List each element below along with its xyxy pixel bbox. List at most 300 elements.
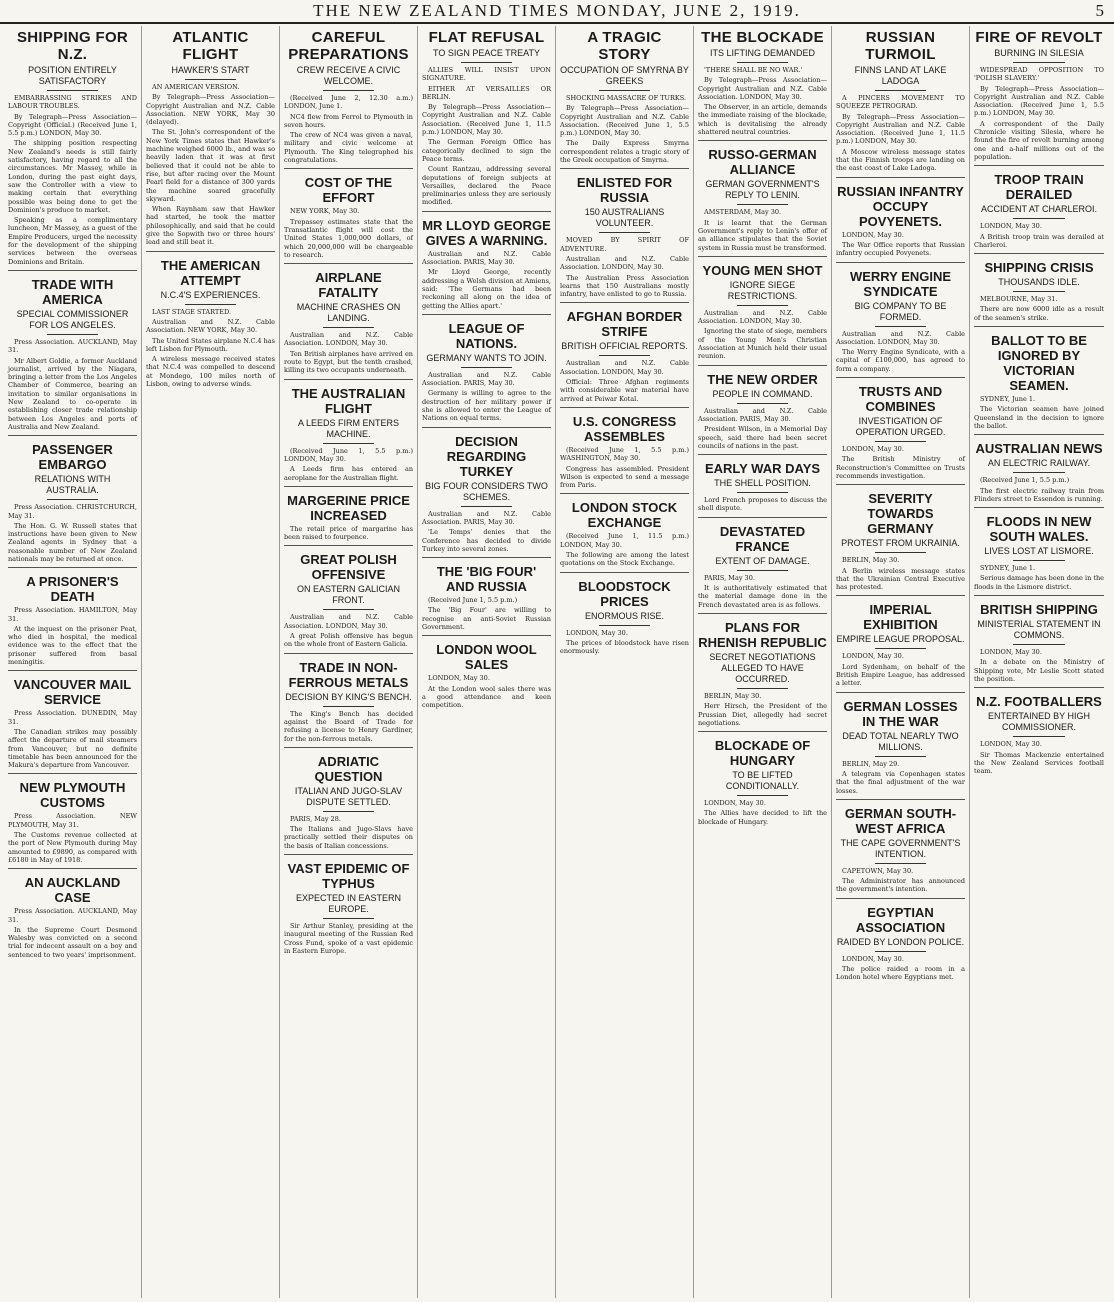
article-subheadline: 150 AUSTRALIANS VOLUNTEER. [584,207,665,229]
article [284,263,413,374]
article-headline: LONDON STOCK EXCHANGE [571,500,678,531]
article-headline: TRADE IN NON-FERROUS METALS [288,659,409,690]
article-paragraph: Press Association. HAMILTON, May 31. [8,606,137,623]
article-paragraph: The Werry Engine Syndicate, with a capital of £100,000, has agreed to form a company. [836,348,965,373]
article-paragraph: (Received June 1, 5.5 p.m.) [428,596,518,605]
divider [323,90,375,91]
article-subheadline: EXPECTED IN EASTERN EUROPE. [295,892,402,914]
divider [875,951,927,952]
article-paragraph: At the London wool sales there was a good attendance and keen competition. [422,684,551,710]
article [836,898,965,982]
article-paragraph: Australian and N.Z. Cable Association. PARIS, May 30. [422,370,551,388]
divider [875,863,927,864]
article [284,854,413,955]
article-subheadline: POSITION ENTIRELY SATISFACTORY [28,65,117,86]
column-4 [418,26,556,1298]
article [698,613,827,727]
article [422,211,551,310]
article [836,799,965,894]
divider [323,706,375,707]
article-headline: FIRE OF REVOLT [975,29,1103,46]
divider [323,918,375,919]
article-paragraph: MELBOURNE, May 31. [980,295,1058,304]
article-paragraph: Speaking as a complimentary luncheon, Mr Massey, as a guest of the Empire Producers, urged the necessity for the development of the shipping services between the overseas Dominions and Britain. [8,216,137,266]
divider [599,355,651,356]
column-5 [556,26,694,1298]
article-subheadline: THE CAPE GOVERNMENT'S INTENTION. [840,837,961,859]
article [422,557,551,631]
article-paragraph: Press Association. AUCKLAND, May 31. [8,337,137,355]
article-subheadline: ITALIAN AND JUGO-SLAV DISPUTE SETTLED. [294,785,403,807]
article-headline: BLOCKADE OF HUNGARY [714,738,811,769]
article-paragraph: A wireless message received states that N.C.4 was compelled to descend at Mondego, 100 miles north of Lisbon, owing to adverse winds. [146,355,275,389]
masthead-title: THE NEW ZEALAND TIMES MONDAY, JUNE 2, 1919. [313,1,801,20]
article-subheadline: RELATIONS WITH AUSTRALIA. [34,474,111,496]
divider [461,367,513,368]
divider [1013,62,1065,63]
article-paragraph: The Canadian strikes may possibly affect the departure of mail steamers from Vancouver, but no definite timetable has been announced for the Makura's departure from Vancouver. [8,727,137,770]
article-headline: BALLOT TO BE IGNORED BY VICTORIAN SEAMEN. [991,333,1087,394]
article-subheadline: THE SHELL POSITION. [714,478,811,489]
article-paragraph: ALLIES WILL INSIST UPON SIGNATURE. [422,66,551,83]
divider [1013,560,1065,561]
article [422,427,551,553]
article-headline: U.S. CONGRESS ASSEMBLES [572,413,677,444]
article-headline: THE AUSTRALIAN FLIGHT [291,385,406,416]
article-headline: VANCOUVER MAIL SERVICE [13,677,132,708]
divider [599,232,651,233]
article-subheadline: THOUSANDS IDLE. [998,277,1080,288]
article-paragraph: Germany is willing to agree to the destruction of her military power if she is allowed to enter the League of Nations on equal terms. [422,389,551,423]
article [8,270,137,431]
article-headline: PLANS FOR RHENISH REPUBLIC [698,619,827,650]
article-paragraph: Australian and N.Z. Cable Association. LONDON, May 30. [284,613,413,630]
article-headline: WERRY ENGINE SYNDICATE [849,268,952,299]
article-paragraph: By Telegraph—Press Association—Copyright Australian and N.Z. Cable Association. (Received June 1, 11.5 p.m.) LONDON, May 30. [422,103,551,137]
article-headline: TRUSTS AND COMBINES [858,384,943,415]
article-paragraph: BERLIN, May 30. [704,691,762,700]
article [836,177,965,258]
article [560,168,689,298]
article-headline: CAREFUL PREPARATIONS [288,29,409,63]
article [422,314,551,423]
article [698,256,827,361]
article-paragraph: By Telegraph—Press Association—Copyright (Official.) (Received June 1, 5.5 p.m.) LONDON, May 30. [8,112,137,138]
column-3 [280,26,418,1298]
divider [47,90,99,91]
article-paragraph: By Telegraph—Press Association—Copyright Australian and N.Z. Cable Association. (Received June 1, 5.5 p.m.) LONDON, May 30. [560,104,689,138]
divider [875,648,927,649]
article-subheadline: ACCIDENT AT CHARLEROI. [980,204,1098,215]
article-headline: AIRPLANE FATALITY [315,270,382,301]
article-subheadline: ENTERTAINED BY HIGH COMMISSIONER. [987,711,1091,733]
article-paragraph: (Received June 2, 12.30 a.m.) LONDON, June 1. [284,94,413,111]
article-subheadline: N.C.4'S EXPERIENCES. [160,289,261,300]
article [698,517,827,609]
article-paragraph: In the Supreme Court Desmond Walesby was convicted on a second trial for indecent assault on a boy and sentenced to two years' imprisonment. [8,925,137,959]
article-subheadline: EMPIRE LEAGUE PROPOSAL. [836,634,965,645]
article-paragraph: A Moscow wireless message states that the Finnish troops are landing on the east coast of Lake Ladoga. [836,147,965,173]
article-subheadline: PEOPLE IN COMMAND. [712,388,813,399]
article-paragraph: It is authoritatively estimated that the material damage done in the French devastated area is as follows. [698,584,827,609]
divider [737,62,789,63]
article-headline: YOUNG MEN SHOT [702,262,823,278]
article-headline: TROOP TRAIN DERAILED [994,172,1084,203]
article-headline: BLOODSTOCK PRICES [578,578,671,609]
article-paragraph: PARIS, May 28. [290,814,341,823]
article [8,435,137,563]
article-headline: DEVASTATED FRANCE [719,523,806,554]
article-paragraph: The crew of NC4 was given a naval, military and civic welcome at Plymouth. The King telegraphed his congratulations. [284,131,413,165]
article-paragraph: (Received June 1, 5.5 p.m.) WASHINGTON, May 30. [560,445,689,463]
article-paragraph: Australian and N.Z. Cable Association. NEW YORK, May 30. [146,317,275,335]
article-paragraph: A correspondent of the Daily Chronicle visiting Silesia, where he found the fire of revolt burning among one and a-half millions out of the population. [974,119,1104,161]
article-headline: EGYPTIAN ASSOCIATION [855,904,946,935]
article-subheadline: BRITISH OFFICIAL REPORTS. [561,341,688,352]
article-paragraph: 'Le Temps' denies that the Conference has decided to divide Turkey into several zones. [422,528,551,553]
article-headline: EARLY WAR DAYS [704,461,821,477]
article-paragraph: The St. John's correspondent of the New York Times states that Hawker's machine weighed 6000 lb., and was so heavily laden that it was at first believed that it could not be able to rise, but after racing over the Mount Pearl field for a distance of 300 yards the machine soared gracefully skyward. [146,128,275,203]
article-paragraph: NC4 flew from Ferrol to Plymouth in seven hours. [284,112,413,129]
article [560,29,689,164]
article [8,868,137,959]
article-paragraph: Press Association. NEW PLYMOUTH, May 31. [8,812,137,829]
article [698,454,827,513]
article-headline: THE NEW ORDER [707,371,818,387]
article-paragraph: EMBARRASSING STRIKES AND LABOUR TROUBLES. [8,94,137,111]
article-headline: MR LLOYD GEORGE GIVES A WARNING. [422,217,551,248]
article-subheadline: TO BE LIFTED CONDITIONALLY. [725,770,800,792]
article-paragraph: WIDESPREAD OPPOSITION TO 'POLISH SLAVERY.' [974,66,1104,83]
divider [461,62,513,63]
divider [875,90,927,91]
article-headline: GREAT POLISH OFFENSIVE [300,552,397,583]
divider [599,90,651,91]
article-subheadline: RAIDED BY LONDON POLICE. [836,936,965,947]
divider [737,305,789,306]
article [974,165,1104,249]
article [974,434,1104,503]
article-headline: VAST EPIDEMIC OF TYPHUS [287,860,410,891]
article-headline: RUSSO-GERMAN ALLIANCE [708,147,817,178]
article-subheadline: ENORMOUS RISE. [584,610,664,621]
divider [737,403,789,404]
article-headline: SHIPPING CRISIS [984,260,1094,276]
article [836,29,965,173]
article-paragraph: Mr Lloyd George, recently addressing a Welsh division at Amiens, said: 'The Germans had been reckoning all along on the idea of getting the Allies apart.' [422,268,551,310]
article-headline: THE BLOCKADE [701,29,824,46]
divider [323,811,375,812]
article-paragraph: Lord French proposes to discuss the shell dispute. [698,496,827,513]
article-paragraph: Sir Thomas Mackenzie entertained the New Zealand Services football team. [974,750,1104,776]
article-headline: LONDON WOOL SALES [436,642,537,673]
article [974,595,1104,683]
article [422,29,551,207]
article-headline: MARGERINE PRICE INCREASED [287,492,410,523]
article [8,773,137,864]
article-subheadline: BIG FOUR CONSIDERS TWO SCHEMES. [425,480,548,502]
divider [737,492,789,493]
article-headline: THE 'BIG FOUR' AND RUSSIA [436,564,537,595]
article-headline: GERMAN LOSSES IN THE WAR [843,698,958,729]
article-paragraph: AN AMERICAN VERSION. [152,83,240,91]
divider [875,326,927,327]
article-headline: FLAT REFUSAL [428,29,545,46]
article-paragraph: A PINCERS MOVEMENT TO SQUEEZE PETROGRAD. [836,94,965,111]
article-paragraph: SHOCKING MASSACRE OF TURKS. [566,94,687,102]
article-paragraph: There are now 6000 idle as a result of the seamen's strike. [974,305,1104,322]
article-paragraph: CAPETOWN, May 30. [842,866,914,875]
article-paragraph: SYDNEY, June 1. [980,564,1036,573]
article-paragraph: Press Association. CHRISTCHURCH, May 31. [8,503,137,520]
article-paragraph: (Received June 1, 11.5 p.m.) LONDON, May 30. [560,532,689,549]
article-paragraph: Trepassey estimates state that the Transatlantic flight will cost the United States 1,000,000 dollars, of which 20,000,000 will be chargeable to research. [284,217,413,259]
article-headline: DECISION REGARDING TURKEY [446,433,527,479]
article [974,687,1104,775]
article-paragraph: Count Rantzau, addressing several deputations of foreign subjects at Versailles, declared the Peace preliminaries unless they are seriously modified. [422,165,551,207]
article-paragraph: The Daily Express Smyrna correspondent relates a tragic story of the Greek occupation of Smyrna. [560,139,689,165]
article-subheadline: MINISTERIAL STATEMENT IN COMMONS. [977,619,1101,641]
article-paragraph: The first electric railway train from Flinders street to Essendon is running. [974,486,1104,503]
article-paragraph: Official: Three Afghan regiments with considerable war material have arrived at Peiwar Kotal. [560,378,689,403]
article-headline: AFGHAN BORDER STRIFE [566,309,683,340]
article-subheadline: GERMANY WANTS TO JOIN. [426,352,547,363]
article-subheadline: INVESTIGATION OF OPERATION URGED. [855,416,946,438]
divider [737,204,789,205]
article-headline: SHIPPING FOR N.Z. [16,29,129,63]
article-paragraph: (Received June 1, 5.5 p.m.) [980,476,1070,485]
article [560,493,689,567]
article-paragraph: A telegram via Copenhagen states that the final adjustment of the war losses. [836,769,965,795]
article-paragraph: The German Foreign Office has categorically declined to sign the Peace terms. [422,138,551,163]
article-paragraph: The retail price of margarine has been raised to fourpence. [284,524,413,542]
article-paragraph: SYDNEY, June 1. [980,395,1036,404]
article-subheadline: BIG COMPANY TO BE FORMED. [854,300,947,322]
article-subheadline: ITS LIFTING DEMANDED [709,48,815,58]
article [284,653,413,743]
article-paragraph: The Allies have decided to lift the blockade of Hungary. [698,809,827,826]
column-6 [694,26,832,1298]
masthead [0,0,1114,24]
divider [185,304,237,305]
article-headline: GERMAN SOUTH-WEST AFRICA [844,805,957,836]
article-paragraph: By Telegraph—Press Association—Copyright Australian and N.Z. Cable Association. (Received June 1, 5.5 p.m.) LONDON, May 30. [974,84,1104,118]
article-headline: TRADE WITH AMERICA [31,276,114,307]
article-subheadline: MACHINE CRASHES ON LANDING. [296,302,401,324]
article-headline: LEAGUE OF NATIONS. [448,320,525,351]
column-7 [832,26,970,1298]
divider [1013,736,1065,737]
article-headline: ENLISTED FOR RUSSIA [576,175,673,206]
article-headline: AN AUCKLAND CASE [24,875,121,906]
article [974,29,1104,161]
article [974,326,1104,430]
article-paragraph: Congress has assembled. President Wilson is expected to send a message from Paris. [560,464,689,490]
article-paragraph: Herr Hirsch, the President of the Prussian Diet, allegedly had secret negotiations. [698,702,827,727]
article-paragraph: Press Association. AUCKLAND, May 31. [8,907,137,924]
article-paragraph: Australian and N.Z. Cable Association. LONDON, May 30. [284,331,413,348]
columns-container [4,26,1110,1298]
article-headline: RUSSIAN INFANTRY OCCUPY POVYENETS. [837,183,964,229]
article-headline: RUSSIAN TURMOIL [865,29,936,63]
article-paragraph: By Telegraph—Press Association—Copyright Australian and N.Z. Cable Association. NEW YORK, May 30 (delayed). [146,93,275,127]
divider [875,552,927,553]
article-paragraph: The Customs revenue collected at the port of New Plymouth during May amounted to £9890, as compared with £6180 in May of 1918. [8,831,137,864]
article-paragraph: The United States airplane N.C.4 has left Lisbon for Plymouth. [146,336,275,353]
article-paragraph: Lord Sydenham, on behalf of the British Empire League, has addressed a letter. [836,662,965,688]
article-subheadline: LIVES LOST AT LISMORE. [984,546,1094,557]
divider [47,334,99,335]
article-paragraph: The Australian Press Association learns that 150 Australians mostly infantry, have enlisted to go to Russia. [560,273,689,299]
article [560,302,689,402]
article [146,29,275,247]
page-number: 5 [1095,1,1104,20]
divider [1013,472,1065,473]
article [836,377,965,480]
article-paragraph: Ten British airplanes have arrived en route to Egypt, but the tenth crashed, killing its two occupants underneath. [284,349,413,375]
article [284,747,413,850]
article [8,567,137,666]
article-paragraph: NEW YORK, May 30. [290,207,360,216]
article-paragraph: (Received June 1, 5.5 p.m.) LONDON, May 30. [284,446,413,463]
article-paragraph: The Hon. G. W. Russell states that instructions have been given to New Zealand agents in Sydney that a reasonable number of New Zealand nationals may be returned at once. [8,521,137,563]
article [284,545,413,648]
article-subheadline: CREW RECEIVE A CIVIC WELCOME. [296,65,401,86]
divider [461,506,513,507]
article-headline: PASSENGER EMBARGO [32,442,113,473]
article-paragraph: The Italians and Jugo-Slavs have practically settled their disputes on the basis of Italian concessions. [284,825,413,850]
article-headline: ADRIATIC QUESTION [314,753,383,784]
article-paragraph: A great Polish offensive has begun on the whole front of Eastern Galicia. [284,632,413,649]
article-paragraph: LONDON, May 30. [704,799,766,808]
article-paragraph: BERLIN, May 29. [842,759,900,768]
article [284,486,413,542]
article-headline: BRITISH SHIPPING [980,602,1098,618]
article [560,572,689,656]
article [560,407,689,489]
article-headline: N.Z. FOOTBALLERS [976,694,1102,710]
article-paragraph: A British troop train was derailed at Charleroi. [974,232,1104,249]
column-8 [970,26,1108,1298]
article-paragraph: Australian and N.Z. Cable Association. LONDON, May 30. [560,254,689,272]
article-headline: SEVERITY TOWARDS GERMANY [867,491,934,537]
article-headline: AUSTRALIAN NEWS [975,441,1103,457]
article-paragraph: At the inquest on the prisoner Peat, who died in hospital, the medical evidence was to the effect that the prisoner suffered from basal meningitis. [8,624,137,667]
article-subheadline: DECISION BY KING'S BENCH. [285,691,412,702]
article-paragraph: The following are among the latest quotations on the Stock Exchange. [560,551,689,568]
article-paragraph: AMSTERDAM, May 30. [704,208,782,217]
article [698,29,827,136]
article-subheadline: SECRET NEGOTIATIONS ALLEGED TO HAVE OCCURRED. [709,651,816,684]
article-headline: COST OF THE EFFORT [304,175,393,206]
article-paragraph: The King's Bench has decided against the Board of Trade for refusing a license to Henry Gardiner, for the non-ferrous metals. [284,709,413,743]
divider [875,756,927,757]
article-paragraph: The 'Big Four' are willing to recognise an anti-Soviet Russian Government. [422,606,551,631]
article-paragraph: The Observer, in an article, demands the immediate raising of the blockade, which is devitalising the already shattered neutral countries. [698,103,827,137]
article [836,595,965,687]
article-paragraph: Ignoring the state of siege, members of the Young Men's Christian Association at Munich held their usual reunion. [698,327,827,361]
article [974,507,1104,591]
article-headline: A PRISONER'S DEATH [26,574,119,605]
divider [599,625,651,626]
article-paragraph: Press Association. DUNEDIN, May 31. [8,709,137,726]
article-paragraph: It is learnt that the German Government's reply to Lenin's offer of an alliance stipulates that the Soviet system in Russia must be transformed. [698,218,827,252]
article-headline: A TRAGIC STORY [587,29,662,63]
article-paragraph: PARIS, May 30. [704,573,755,582]
article-subheadline: ON EASTERN GALICIAN FRONT. [296,584,401,606]
article [284,379,413,482]
article [698,731,827,826]
article-subheadline: IGNORE SIEGE RESTRICTIONS. [727,279,798,301]
article-paragraph: Mr Albert Goldie, a former Auckland journalist, arrived by the Niagara, bringing a letter from the Los Angeles Chamber of Commerce, bearing an invitation to similar organisations in New Zealand to co-operate in establishing closer trade relationship between Los Angeles and ports of Australia and New Zealand. [8,356,137,431]
article-paragraph: LONDON, May 30. [980,222,1042,231]
article-paragraph: LONDON, May 30. [566,628,628,637]
article-paragraph: LONDON, May 30. [842,954,904,963]
article-paragraph: The Administrator has announced the government's intention. [836,877,965,894]
article-paragraph: The War Office reports that Russian infantry occupied Povyenets. [836,240,965,258]
article-headline: THE AMERICAN ATTEMPT [160,257,261,288]
article [974,253,1104,322]
article-paragraph: When Raynham saw that Hawker had started, he took the matter philosophically, and said that he could give the Sopwith two or three hours' lead and still beat it. [146,205,275,247]
column-1 [4,26,142,1298]
divider [737,570,789,571]
article-paragraph: LONDON, May 30. [428,674,490,683]
article-headline: IMPERIAL EXHIBITION [863,602,938,633]
article-headline: ATLANTIC FLIGHT [172,29,249,63]
article-paragraph: A Berlin wireless message states that the Ukrainian Central Executive has protested. [836,566,965,592]
divider [1013,291,1065,292]
article-subheadline: A LEEDS FIRM ENTERS MACHINE. [297,417,400,439]
article-paragraph: In a debate on the Ministry of Shipping vote, Mr Leslie Scott stated the position. [974,658,1104,683]
divider [875,441,927,442]
article [698,140,827,251]
article-subheadline: TO SIGN PEACE TREATY [432,48,541,58]
article-paragraph: MOVED BY SPIRIT OF ADVENTURE. [560,236,689,253]
divider [737,688,789,689]
article-paragraph: The shipping position respecting New Zealand's needs is still fairly satisfactory, having regard to all the circumstances. Mr Massey, while in London, during the past eight days, saw the Controller with a view to making certain that everything possible was being done to get the Dominion's produce to market. [8,139,137,214]
article [8,29,137,266]
divider [1013,218,1065,219]
article-subheadline: HAWKER'S START [171,65,250,75]
article [698,365,827,450]
article [836,262,965,373]
article-paragraph: LONDON, May 30. [980,740,1042,749]
article-subheadline: OCCUPATION OF SMYRNA BY GREEKS [560,65,689,86]
divider [47,499,99,500]
article [836,692,965,795]
article-headline: NEW PLYMOUTH CUSTOMS [19,780,126,811]
article-paragraph: The British Ministry of Reconstruction's Committee on Trusts recommends investigation. [836,455,965,480]
article-headline: FLOODS IN NEW SOUTH WALES. [986,514,1092,545]
article-paragraph: Australian and N.Z. Cable Association. LONDON, May 30. [836,329,965,346]
article-paragraph: LONDON, May 30. [842,652,904,661]
divider [737,795,789,796]
article [284,168,413,259]
divider [185,79,237,80]
article-paragraph: Australian and N.Z. Cable Association. LONDON, May 30. [698,308,827,326]
article-paragraph: By Telegraph—Press Association—Copyright Australian and N.Z. Cable Association. LONDON, May 30. [698,76,827,101]
article-paragraph: EITHER AT VERSAILLES OR BERLIN. [422,84,551,101]
article-paragraph: The prices of bloodstock have risen enormously. [560,638,689,656]
article-subheadline: DEAD TOTAL NEARLY TWO MILLIONS. [842,730,959,752]
column-2 [142,26,280,1298]
article-subheadline: SPECIAL COMMISSIONER FOR LOS ANGELES. [16,308,129,330]
article-paragraph: Australian and N.Z. Cable Association. PARIS, May 30. [698,406,827,423]
article-paragraph: The police raided a room in a London hotel where Egyptians met. [836,964,965,982]
article-paragraph: The Victorian seamen have joined Queensland in the decision to ignore the ballot. [974,405,1104,430]
divider [1013,644,1065,645]
article-paragraph: President Wilson, in a Memorial Day speech, said there had been secret councils of nations in the past. [698,425,827,450]
